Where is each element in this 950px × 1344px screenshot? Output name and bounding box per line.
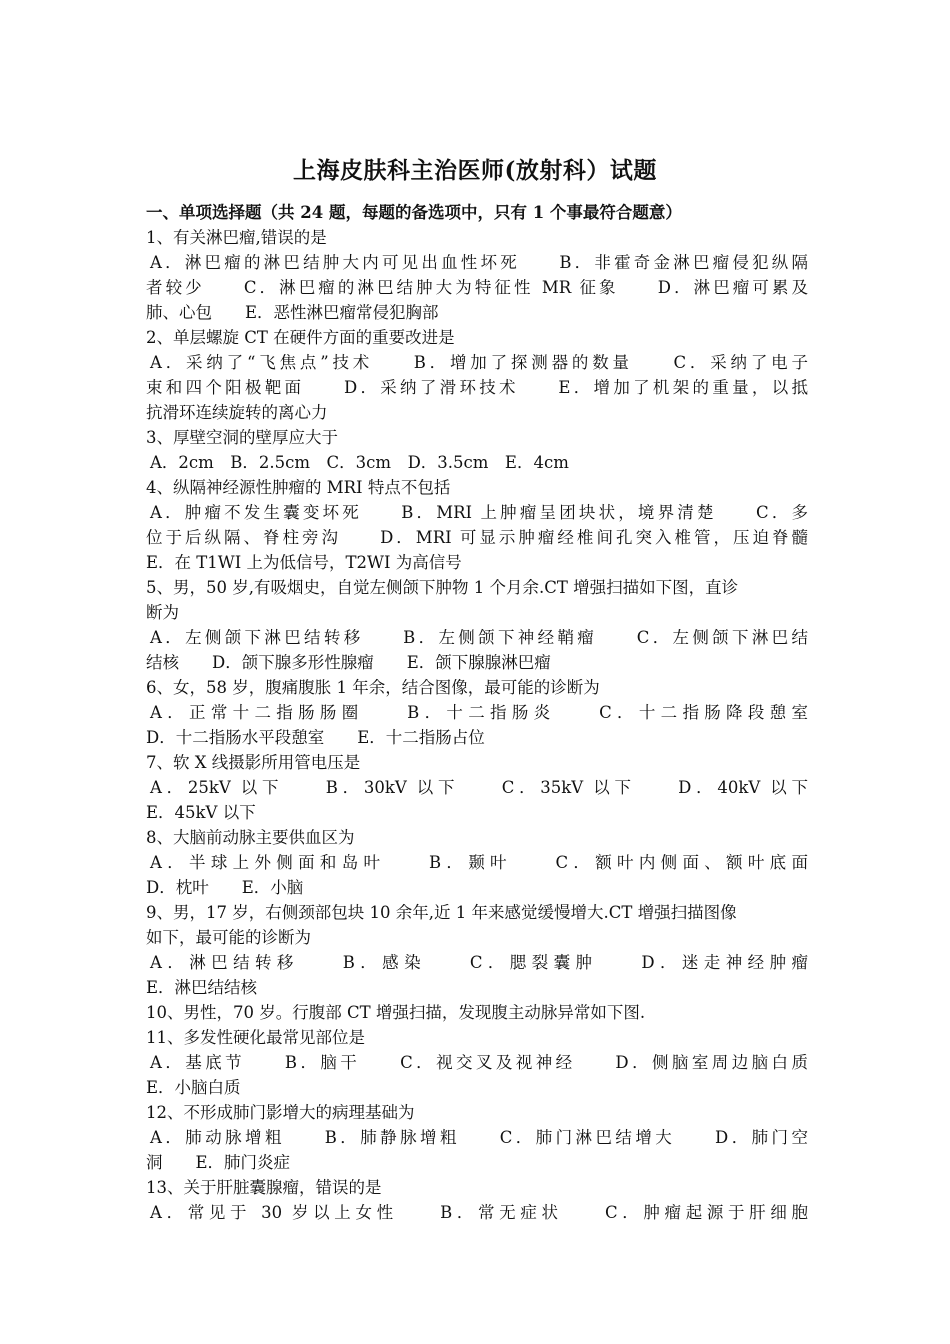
question-stem: 13、关于肝脏囊腺瘤，错误的是 [146, 1178, 382, 1197]
option-line: E．在 T1WI 上为低信号，T2WI 为高信号 [146, 553, 462, 572]
option-line: 肺、心包 E．恶性淋巴瘤常侵犯胸部 [146, 303, 439, 322]
option-line: 位于后纵隔、脊柱旁沟 D．MRI 可显示肿瘤经椎间孔突入椎管，压迫脊髓 [146, 528, 808, 547]
option-line: A．基底节 B．脑干 C．视交叉及视神经 D．侧脑室周边脑白质 [150, 1053, 808, 1072]
question-stem-continued: 断为 [146, 603, 179, 622]
question-10 [146, 1000, 808, 1025]
question-stem: 8、大脑前动脉主要供血区为 [146, 828, 355, 847]
option-line: E．小脑白质 [146, 1078, 241, 1097]
question-stem: 3、厚壁空洞的壁厚应大于 [146, 428, 338, 447]
option-line: A．肿瘤不发生囊变坏死 B．MRI 上肿瘤呈团块状，境界清楚 C．多 [150, 503, 808, 522]
question-7 [146, 750, 808, 825]
question-4 [146, 475, 808, 575]
question-stem: 12、不形成肺门影增大的病理基础为 [146, 1103, 415, 1122]
question-stem: 6、女，58 岁，腹痛腹胀 1 年余，结合图像，最可能的诊断为 [146, 678, 600, 697]
question-1 [146, 225, 808, 325]
option-line: A．肺动脉增粗 B．肺静脉增粗 C．肺门淋巴结增大 D．肺门空 [150, 1128, 808, 1147]
question-12 [146, 1100, 808, 1175]
option-line: A．半球上外侧面和岛叶 B．颞叶 C．额叶内侧面、额叶底面 [150, 853, 808, 872]
question-6 [146, 675, 808, 750]
question-stem: 11、多发性硬化最常见部位是 [146, 1028, 365, 1047]
option-line: 结核 D．颌下腺多形性腺瘤 E．颌下腺腺淋巴瘤 [146, 653, 551, 672]
option-line: A．左侧颌下淋巴结转移 B．左侧颌下神经鞘瘤 C．左侧颌下淋巴结 [150, 628, 808, 647]
question-stem: 2、单层螺旋 CT 在硬件方面的重要改进是 [146, 328, 455, 347]
question-stem: 10、男性，70 岁。行腹部 CT 增强扫描，发现腹主动脉异常如下图. [146, 1003, 646, 1022]
question-8 [146, 825, 808, 900]
option-line: 洞 E．肺门炎症 [146, 1153, 291, 1172]
option-line: 者较少 C．淋巴瘤的淋巴结肿大为特征性 MR 征象 D．淋巴瘤可累及 [146, 278, 808, 297]
question-3 [146, 425, 808, 475]
option-line: D．枕叶 E．小脑 [146, 878, 304, 897]
option-line: A．常见于 30 岁以上女性 B．常无症状 C．肿瘤起源于肝细胞 [150, 1203, 808, 1222]
question-9 [146, 900, 808, 1000]
question-stem: 1、有关淋巴瘤,错误的是 [146, 228, 327, 247]
question-11 [146, 1025, 808, 1100]
option-line: D．十二指肠水平段憩室 E．十二指肠占位 [146, 728, 485, 747]
question-2 [146, 325, 808, 425]
option-line: A．25kV 以下 B．30kV 以下 C．35kV 以下 D．40kV 以下 [150, 778, 808, 797]
question-stem: 9、男，17 岁，右侧颈部包块 10 余年,近 1 年来感觉缓慢增大.CT 增强扫描图像 [146, 903, 737, 922]
question-stem-continued: 如下，最可能的诊断为 [146, 928, 311, 947]
question-5 [146, 575, 808, 675]
option-line: A．正常十二指肠肠圈 B．十二指肠炎 C．十二指肠降段憩室 [150, 703, 808, 722]
question-stem: 4、纵隔神经源性肿瘤的 MRI 特点不包括 [146, 478, 451, 497]
option-line: A．淋巴瘤的淋巴结肿大内可见出血性坏死 B．非霍奇金淋巴瘤侵犯纵隔 [150, 253, 808, 272]
option-line: 束和四个阳极靶面 D．采纳了滑环技术 E．增加了机架的重量，以抵 [146, 378, 808, 397]
question-13 [146, 1175, 808, 1225]
option-line: E．45kV 以下 [146, 803, 256, 822]
option-line: 抗滑环连续旋转的离心力 [146, 403, 328, 422]
option-line: A．淋巴结转移 B．感染 C．腮裂囊肿 D．迷走神经肿瘤 [150, 953, 808, 972]
option-line: E．淋巴结结核 [146, 978, 258, 997]
option-line: A．2cm B．2.5cm C．3cm D．3.5cm E．4cm [150, 453, 569, 472]
question-stem: 7、软 X 线摄影所用管电压是 [146, 753, 361, 772]
document-body [146, 200, 808, 1225]
option-line: A．采纳了“飞焦点”技术 B．增加了探测器的数量 C．采纳了电子 [150, 353, 808, 372]
document-title: 上海皮肤科主治医师(放射科）试题 [293, 157, 657, 184]
question-stem: 5、男，50 岁,有吸烟史，自觉左侧颌下肿物 1 个月余.CT 增强扫描如下图，直诊 [146, 578, 739, 597]
section-heading: 一、单项选择题（共 24 题，每题的备选项中，只有 1 个事最符合题意） [146, 203, 682, 222]
